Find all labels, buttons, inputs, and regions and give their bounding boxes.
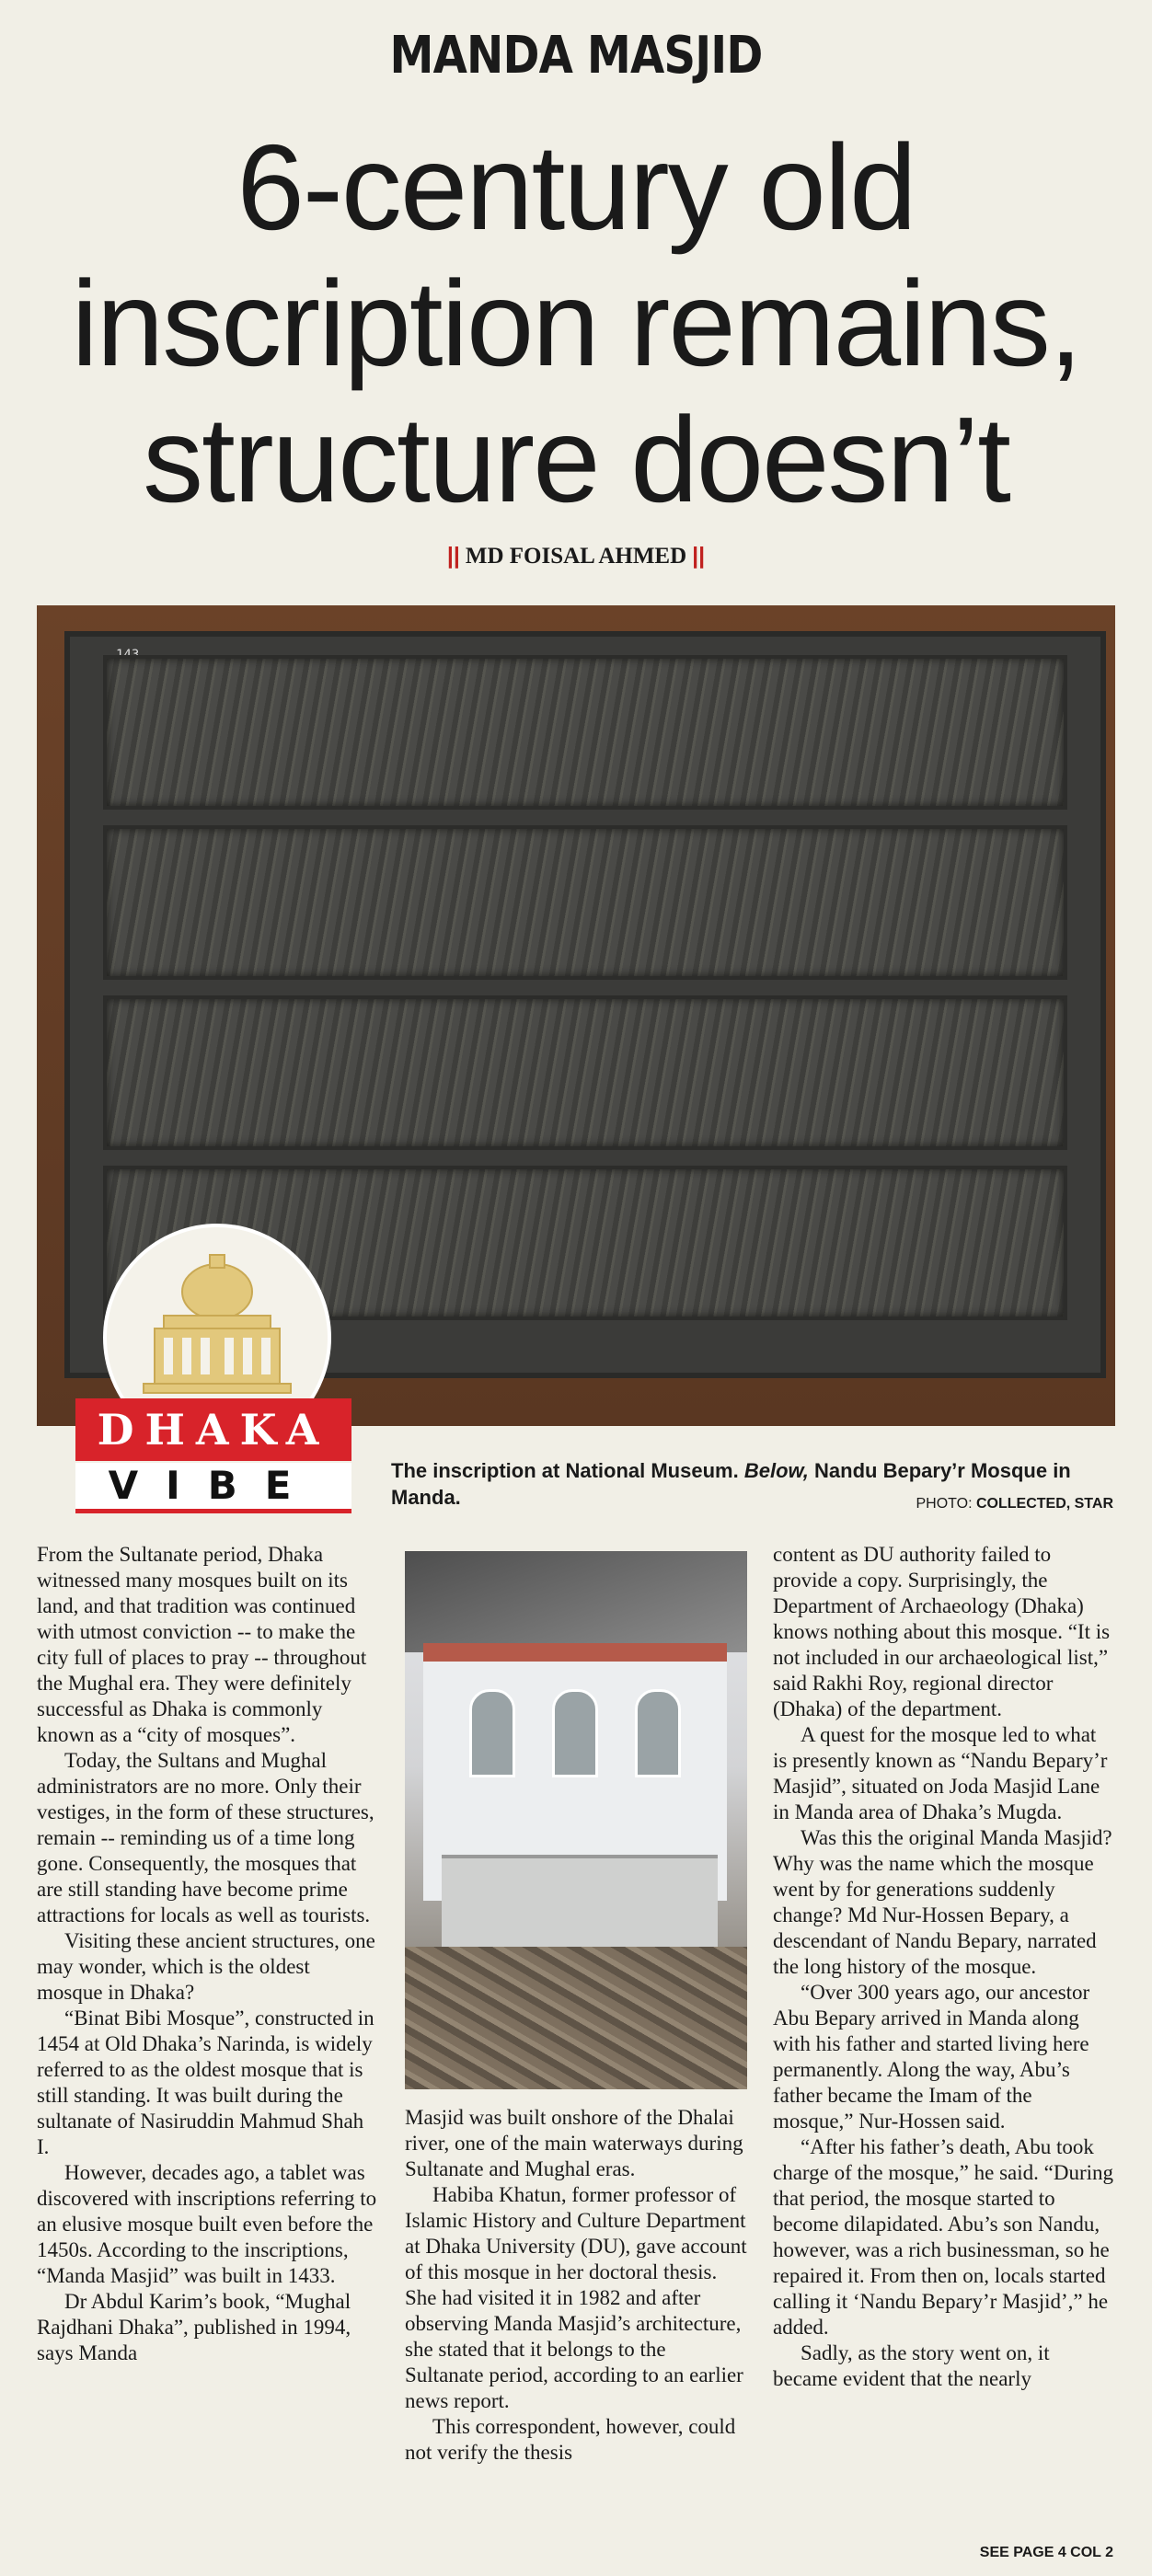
- credit-label: PHOTO:: [916, 1496, 976, 1512]
- paragraph: Dr Abdul Karim’s book, “Mughal Rajdhani Dhaka”, published in 1994, says Manda: [37, 2290, 351, 2364]
- roof-shade: [405, 1551, 747, 1652]
- article-column-3: [773, 1542, 1115, 2392]
- headline: [0, 120, 1152, 528]
- paragraph: Was this the original Manda Masjid? Why was the name which the mosque went by for generations suddenly change? Md Nur-Hossen Bepary, a descendant of Nandu Bepary, narrated the long history of the mosque.: [773, 1826, 1112, 1978]
- paragraph: “Over 300 years ago, our ancestor Abu Bepary arrived in Manda along with his father and started living here permanently. Along the way, Abu’s father became the Imam of the mosque,” Nur-Hossen said.: [773, 1981, 1090, 2133]
- paragraph: However, decades ago, a tablet was discovered with inscriptions referring to an elusive mosque built even before the 1450s. According to the inscriptions, “Manda Masjid” was built in 1433.: [37, 2161, 377, 2287]
- caption-emphasis: Below,: [743, 1459, 809, 1482]
- caption-text-2: Nandu Bepary’r Mosque in Manda.: [391, 1459, 1071, 1509]
- headline-line-1: 6-century old: [236, 120, 916, 255]
- photo-credit: [916, 1496, 1113, 1512]
- rubble: [405, 1947, 747, 2089]
- credit-value: COLLECTED, STAR: [975, 1496, 1113, 1512]
- paragraph: Visiting these ancient structures, one may wonder, which is the oldest mosque in Dhaka?: [37, 1929, 375, 2004]
- logo-word-dhaka: DHAKA: [75, 1398, 351, 1461]
- paragraph: Sadly, as the story went on, it became evident that the nearly: [773, 2341, 1050, 2390]
- section-kicker: MANDA MASJID: [389, 26, 763, 86]
- inscription-band: [103, 655, 1067, 810]
- byline: [0, 543, 1152, 569]
- headline-line-3: structure doesn’t: [143, 392, 1009, 527]
- paragraph: Masjid was built onshore of the Dhalai river, one of the main waterways during Sultanate and Mughal eras.: [405, 2106, 743, 2180]
- jump-line: SEE PAGE 4 COL 2: [979, 2545, 1113, 2560]
- arched-window: [552, 1689, 598, 1777]
- lower-wall: [442, 1855, 718, 1960]
- caption-text-1: The inscription at National Museum.: [391, 1459, 744, 1482]
- byline-author: MD FOISAL AHMED: [465, 544, 687, 569]
- paragraph: This correspondent, however, could not verify the thesis: [405, 2415, 736, 2464]
- paragraph: “After his father’s death, Abu took charge of the mosque,” he said. “During that period, the mosque started to become dilapidated. Abu’s son Nandu, however, was a rich businessman, so he repaired it. From then on, locals started calling it ‘Nandu Bepary’r Masjid’,” he added.: [773, 2135, 1114, 2339]
- article-column-2: [405, 2105, 747, 2466]
- logo-word-vibe: VIBE: [75, 1463, 351, 1513]
- arched-window: [635, 1689, 681, 1777]
- inscription-band: [103, 825, 1067, 980]
- inscription-band: [103, 995, 1067, 1150]
- byline-bar-right: ||: [692, 543, 706, 569]
- arched-window: [469, 1689, 515, 1777]
- paragraph: content as DU authority failed to provide a copy. Surprisingly, the Department of Archaeology (Dhaka) knows nothing about this mosque. “It is not included in our archaeological list,” said Rakhi Roy, regional director (Dhaka) of the department.: [773, 1543, 1111, 1720]
- paragraph: A quest for the mosque led to what is presently known as “Nandu Bepary’r Masjid”, situated on Joda Masjid Lane in Manda area of Dhaka’s Mugda.: [773, 1723, 1108, 1823]
- mosque-photo: [405, 1551, 747, 2089]
- headline-line-2: inscription remains,: [71, 256, 1081, 391]
- paragraph: “Binat Bibi Mosque”, constructed in 1454 at Old Dhaka’s Narinda, is widely referred to as the oldest mosque that is still standing. It was built during the sultanate of Nasiruddin Mahmud Shah I.: [37, 2007, 374, 2158]
- article-column-1: [37, 1542, 379, 2366]
- paragraph: Habiba Khatun, former professor of Islamic History and Culture Department at Dhaka University (DU), gave account of this mosque in her doctoral thesis. She had visited it in 1982 and after observing Manda Masjid’s architecture, she stated that it belongs to the Sultanate period, according to an earlier news report.: [405, 2183, 747, 2412]
- dhaka-vibe-logo: [75, 1224, 361, 1518]
- byline-bar-left: ||: [446, 543, 460, 569]
- paragraph: Today, the Sultans and Mughal administrators are no more. Only their vestiges, in the form of these structures, remain -- reminding us of a time long gone. Consequently, the mosques that are still standing have become prime attractions for locals as well as tourists.: [37, 1749, 374, 1926]
- paragraph: From the Sultanate period, Dhaka witnessed many mosques built on its land, and that tradition was continued with utmost conviction -- to make the city full of places to pray -- throughout the Mughal era. They were definitely successful as Dhaka is commonly known as a “city of mosques”.: [37, 1543, 367, 1746]
